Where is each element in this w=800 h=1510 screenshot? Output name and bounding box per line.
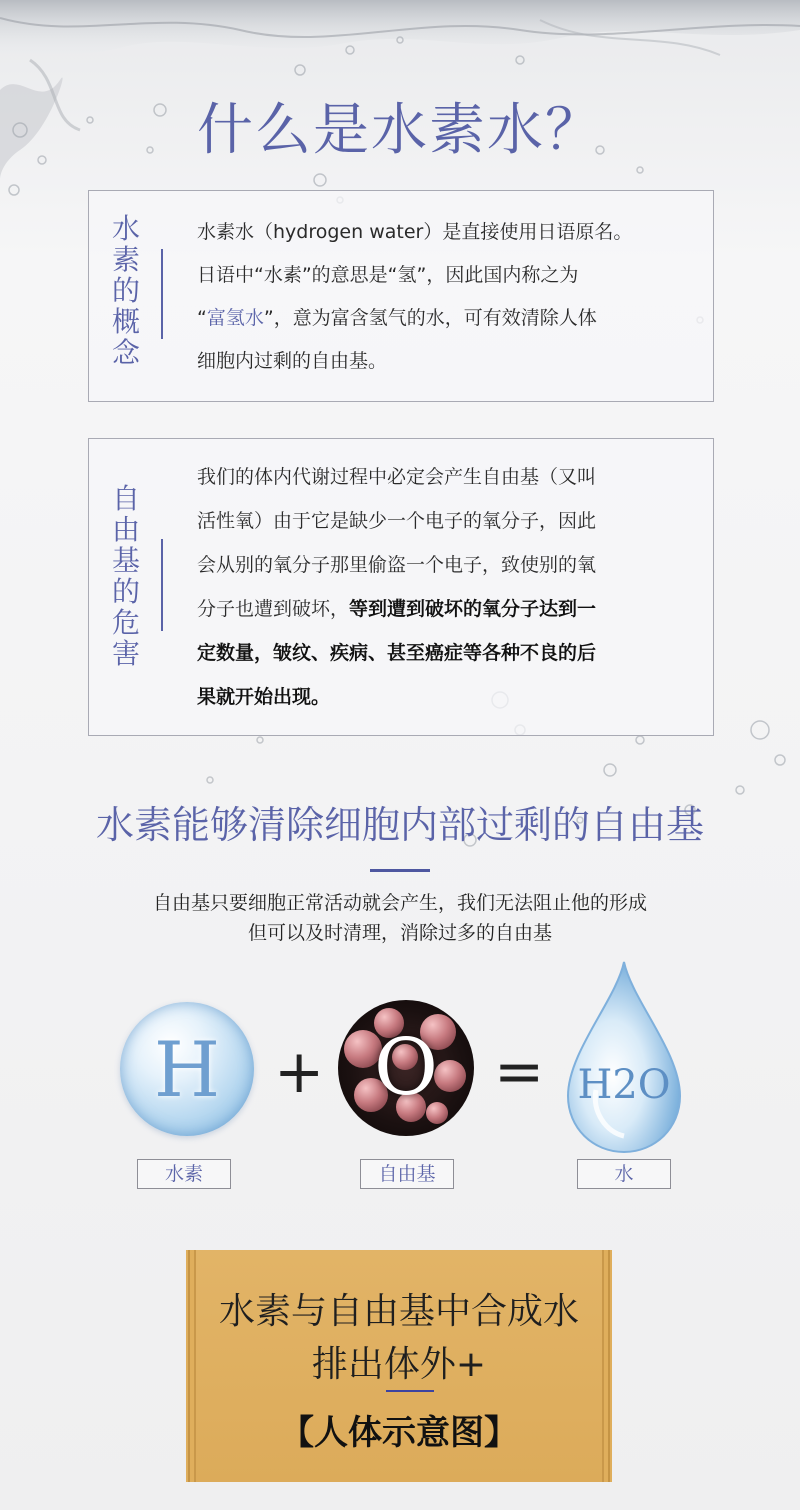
- harm-line-1: 我们的体内代谢过程中必定会产生自由基（又叫: [197, 466, 597, 488]
- concept-text: [197, 211, 697, 383]
- banner-divider: [386, 1390, 434, 1392]
- hydrogen-sphere: [120, 1002, 254, 1136]
- harm-panel: [88, 438, 714, 736]
- harm-line-4-bold: 等到遭到破坏的氧分子达到一: [349, 598, 597, 620]
- page-title: 什么是水素水？: [197, 98, 603, 163]
- banner-line-1: 水素与自由基中合成水: [218, 1291, 579, 1332]
- water-symbol: H2O: [577, 1062, 671, 1108]
- banner-line-2: 排出体外+: [311, 1344, 487, 1385]
- water-label: 水: [577, 1159, 671, 1189]
- section-title-underline: [370, 869, 430, 872]
- harm-line-4-normal: 分子也遭到破坏，: [197, 598, 350, 620]
- section-subtitle: [0, 888, 800, 948]
- harm-line-5: 定数量，皱纹、疾病、甚至癌症等各种不良的后: [197, 642, 597, 664]
- harm-line-6: 果就开始出现。: [197, 686, 331, 708]
- concept-panel: [88, 190, 714, 402]
- harm-line-3: 会从别的氧分子那里偷盗一个电子，致使别的氧: [197, 554, 597, 576]
- equals-sign: =: [494, 1037, 545, 1107]
- section-subtitle-line-1: 自由基只要细胞正常活动就会产生，我们无法阻止他的形成: [152, 892, 647, 914]
- concept-highlight: 富氢水: [206, 307, 264, 329]
- harm-vertical-label: 自由基的危害: [111, 482, 140, 670]
- concept-line-2: 日语中“水素”的意思是“氢”，因此国内称之为: [197, 264, 579, 286]
- hydrogen-symbol: H: [153, 1024, 221, 1114]
- concept-line-1: 水素水（hydrogen water）是直接使用日语原名。: [197, 221, 633, 243]
- hydrogen-label: 水素: [137, 1159, 231, 1189]
- harm-divider: [161, 539, 163, 631]
- free-radical-sphere: [338, 1000, 474, 1136]
- section-title: 水素能够清除细胞内部过剩的自由基: [95, 803, 704, 847]
- concept-divider: [161, 249, 163, 339]
- cell-blob: [434, 1060, 466, 1092]
- concept-line-3-rest: ”，意为富含氢气的水，可有效清除人体: [263, 307, 597, 329]
- harm-text: [197, 455, 697, 719]
- banner-left-stripe: [188, 1250, 190, 1482]
- body-diagram-caption: 【人体示意图】: [280, 1413, 518, 1453]
- harm-line-2: 活性氧）由于它是缺少一个电子的氧分子，因此: [197, 510, 597, 532]
- water-drop-icon: [562, 960, 686, 1156]
- synthesis-banner: [186, 1250, 612, 1482]
- concept-line-4: 细胞内过剩的自由基。: [197, 350, 388, 372]
- banner-right-stripe: [608, 1250, 610, 1482]
- section-subtitle-line-2: 但可以及时清理，消除过多的自由基: [247, 922, 552, 944]
- oxygen-symbol: O: [374, 1023, 438, 1113]
- plus-sign: +: [274, 1037, 325, 1107]
- concept-line-3-open: “: [197, 307, 207, 329]
- concept-vertical-label: 水素的概念: [111, 212, 140, 369]
- free-radical-label: 自由基: [360, 1159, 454, 1189]
- banner-inner: [194, 1250, 604, 1482]
